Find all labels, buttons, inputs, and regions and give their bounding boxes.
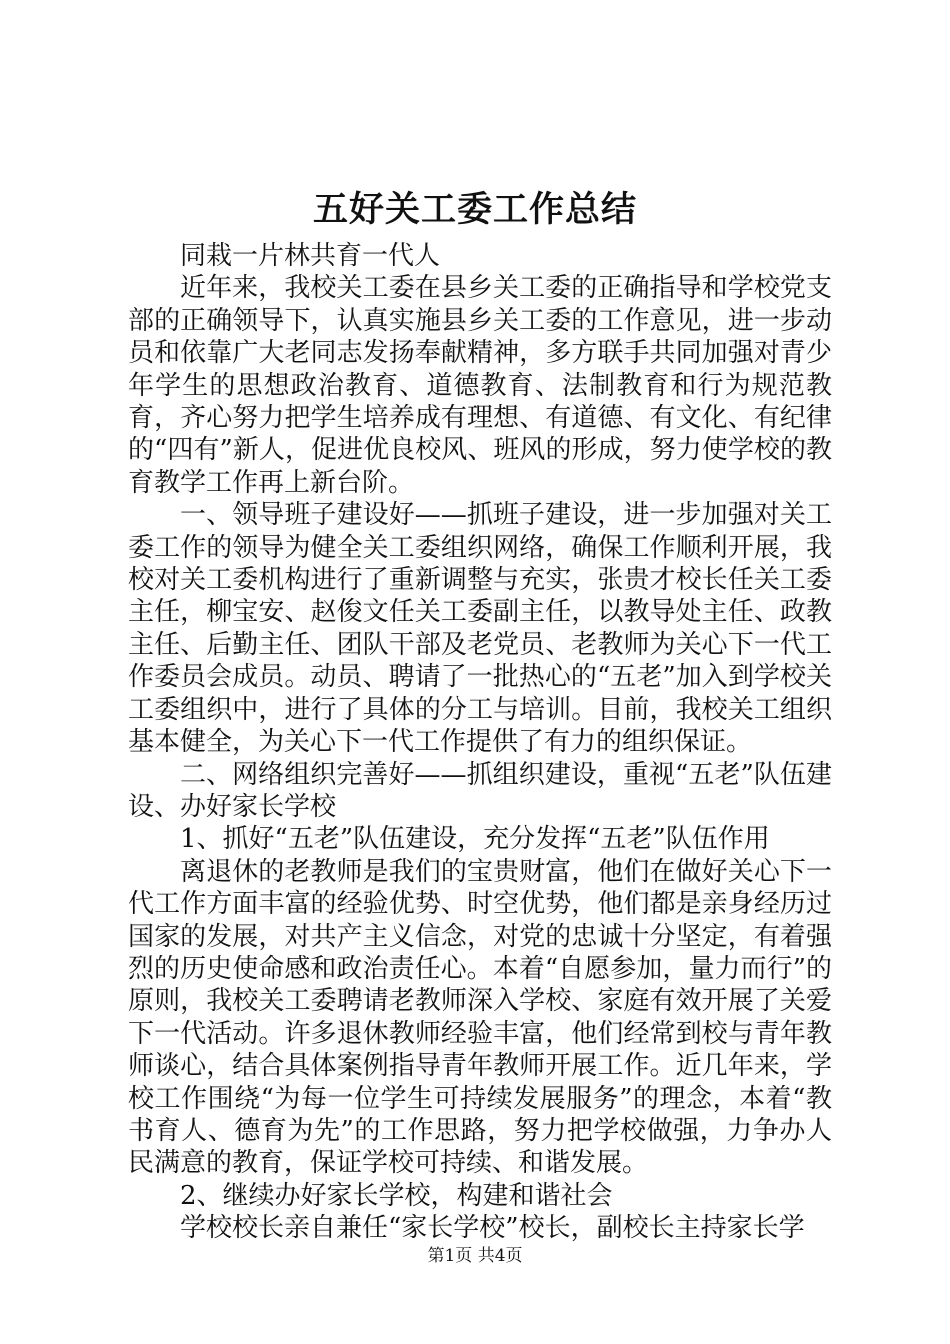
subsection-two-paragraph: 学校校长亲自兼任“家长学校”校长，副校长主持家长学 bbox=[180, 1213, 805, 1244]
page-number-footer: 第1页 共4页 bbox=[427, 1246, 523, 1266]
subsection-one-paragraph: 离退休的老教师是我们的宝贵财富，他们在做好关心下一代工作方面丰富的经验优势、时空优势，他们都是亲身经历过国家的发展，对共产主义信念，对党的忠诚十分坚定，有着强烈的历史使命感和政治责任心。本着“自愿参加，量力而行”的原则，我校关工委聘请老教师深入学校、家庭有效开展了关爱下一代活动。许多退休教师经验丰富，他们经常到校与青年教师谈心，结合具体案例指导青年教师开展工作。近几年来，学校工作围绕“为每一位学生可持续发展服务”的理念，本着“教书育人、德育为先”的工作思路，努力把学校做强，力争办人民满意的教育，保证学校可持续、和谐发展。 bbox=[128, 856, 832, 1179]
document-title: 五好关工委工作总结 bbox=[312, 189, 637, 230]
document-body bbox=[128, 240, 832, 1245]
section-two-heading: 二、网络组织完善好——抓组织建设，重视“五老”队伍建设、办好家长学校 bbox=[128, 759, 832, 822]
subtitle-paragraph: 同栽一片林共育一代人 bbox=[180, 241, 441, 271]
subsection-one-heading: 1、抓好“五老”队伍建设，充分发挥“五老”队伍作用 bbox=[180, 824, 770, 855]
section-one-paragraph: 一、领导班子建设好——抓班子建设，进一步加强对关工委工作的领导为健全关工委组织网络，确保工作顺利开展，我校对关工委机构进行了重新调整与充实，张贵才校长任关工委主任，柳宝安、赵俊文任关工委副主任，以教导处主任、政教主任、后勤主任、团队干部及老党员、老教师为关心下一代工作委员会成员。动员、聘请了一批热心的“五老”加入到学校关工委组织中，进行了具体的分工与培训。目前，我校关工组织基本健全，为关心下一代工作提供了有力的组织保证。 bbox=[128, 500, 832, 758]
subsection-two-heading: 2、继续办好家长学校，构建和谐社会 bbox=[180, 1180, 613, 1211]
intro-paragraph: 近年来，我校关工委在县乡关工委的正确指导和学校党支部的正确领导下，认真实施县乡关工委的工作意见，进一步动员和依靠广大老同志发扬奉献精神，多方联手共同加强对青少年学生的思想政治教育、道德教育、法制教育和行为规范教育，齐心努力把学生培养成有理想、有道德、有文化、有纪律的“四有”新人，促进优良校风、班风的形成，努力使学校的教育教学工作再上新台阶。 bbox=[128, 273, 832, 498]
